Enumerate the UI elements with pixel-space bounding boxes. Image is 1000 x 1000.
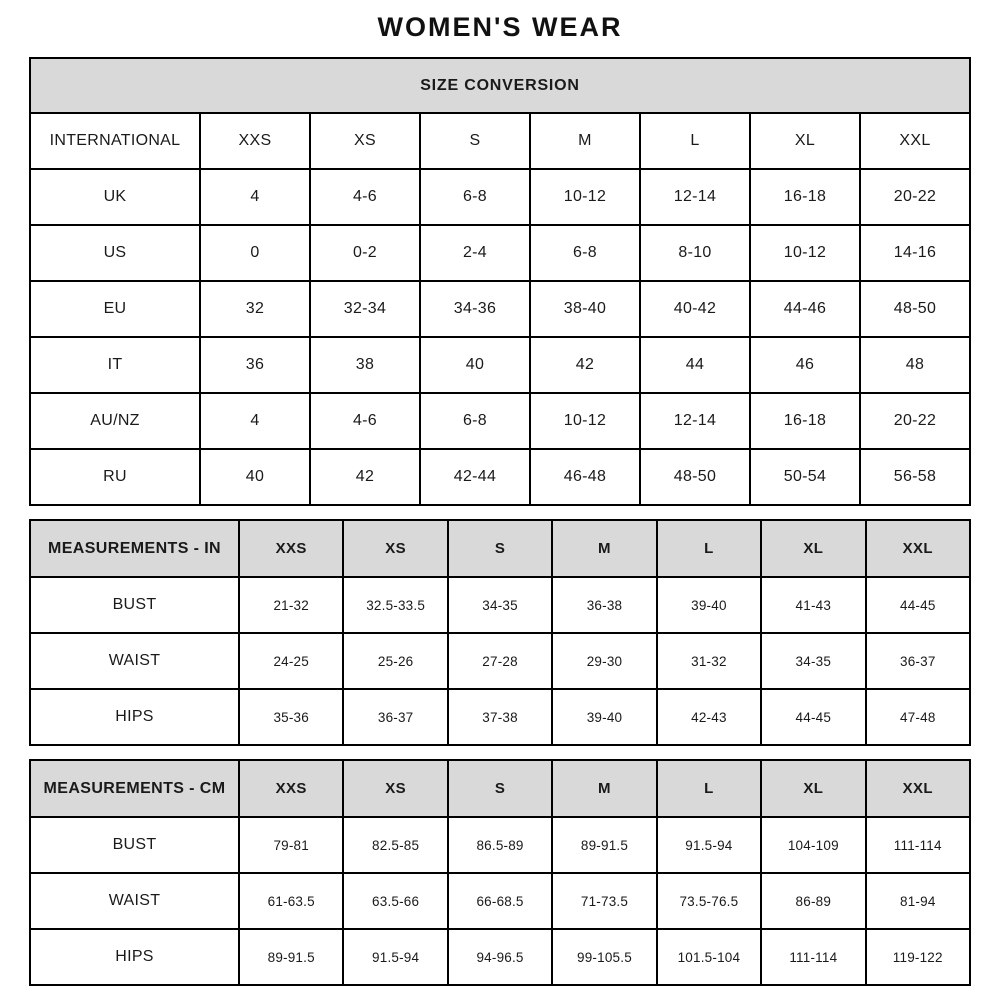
measurement-cell: 25-26 — [343, 633, 447, 689]
column-header-international: INTERNATIONAL — [30, 113, 200, 169]
size-cell: 20-22 — [860, 393, 970, 449]
size-cell: 50-54 — [750, 449, 860, 505]
measurement-cell: 86.5-89 — [448, 817, 552, 873]
size-cell: 12-14 — [640, 393, 750, 449]
size-cell: 32 — [200, 281, 310, 337]
measurement-cell: 91.5-94 — [657, 817, 761, 873]
measurement-cell: 44-45 — [866, 577, 970, 633]
size-cell: 48-50 — [640, 449, 750, 505]
size-cell: 44-46 — [750, 281, 860, 337]
size-cell: 8-10 — [640, 225, 750, 281]
size-cell: 40-42 — [640, 281, 750, 337]
column-header-size: XXL — [866, 520, 970, 577]
size-cell: 4-6 — [310, 393, 420, 449]
measurement-cell: 79-81 — [239, 817, 343, 873]
measurement-cell: 36-38 — [552, 577, 656, 633]
measurement-cell: 73.5-76.5 — [657, 873, 761, 929]
measurement-cell: 47-48 — [866, 689, 970, 745]
size-cell: 32-34 — [310, 281, 420, 337]
measurements-cm-header-row — [30, 760, 970, 817]
measurement-cell: 81-94 — [866, 873, 970, 929]
size-conversion-header: SIZE CONVERSION — [30, 58, 970, 113]
size-cell: 6-8 — [530, 225, 640, 281]
size-conversion-banner-row — [30, 58, 970, 113]
column-header-size: XS — [343, 760, 447, 817]
size-cell: 34-36 — [420, 281, 530, 337]
row-label: EU — [30, 281, 200, 337]
size-cell: 48 — [860, 337, 970, 393]
table-row — [30, 337, 970, 393]
table-row — [30, 817, 970, 873]
measurement-cell: 39-40 — [552, 689, 656, 745]
measurement-cell: 89-91.5 — [239, 929, 343, 985]
measurement-cell: 111-114 — [866, 817, 970, 873]
measurement-cell: 39-40 — [657, 577, 761, 633]
size-cell: 4 — [200, 393, 310, 449]
measurement-cell: 36-37 — [343, 689, 447, 745]
size-cell: 38 — [310, 337, 420, 393]
size-cell: 0 — [200, 225, 310, 281]
measurement-cell: 29-30 — [552, 633, 656, 689]
size-cell: 16-18 — [750, 169, 860, 225]
size-cell: 40 — [420, 337, 530, 393]
row-label: AU/NZ — [30, 393, 200, 449]
row-label: US — [30, 225, 200, 281]
measurement-cell: 35-36 — [239, 689, 343, 745]
row-label: WAIST — [30, 633, 239, 689]
size-cell: 42 — [310, 449, 420, 505]
row-label: RU — [30, 449, 200, 505]
column-header-size: L — [657, 520, 761, 577]
table-row — [30, 633, 970, 689]
measurement-cell: 89-91.5 — [552, 817, 656, 873]
column-header-size: M — [552, 760, 656, 817]
size-cell: 42-44 — [420, 449, 530, 505]
size-cell: 42 — [530, 337, 640, 393]
measurement-cell: 41-43 — [761, 577, 865, 633]
size-cell: 46-48 — [530, 449, 640, 505]
column-header-size: XL — [761, 520, 865, 577]
measurements-in-table — [29, 519, 971, 746]
size-cell: 10-12 — [750, 225, 860, 281]
column-header-size: XXS — [200, 113, 310, 169]
size-cell: 48-50 — [860, 281, 970, 337]
row-label: BUST — [30, 817, 239, 873]
row-label: HIPS — [30, 689, 239, 745]
size-cell: 2-4 — [420, 225, 530, 281]
size-cell: 36 — [200, 337, 310, 393]
measurement-cell: 91.5-94 — [343, 929, 447, 985]
measurement-cell: 111-114 — [761, 929, 865, 985]
size-cell: 44 — [640, 337, 750, 393]
measurement-cell: 104-109 — [761, 817, 865, 873]
measurements-cm-table — [29, 759, 971, 986]
size-cell: 4-6 — [310, 169, 420, 225]
size-cell: 0-2 — [310, 225, 420, 281]
size-cell: 10-12 — [530, 393, 640, 449]
table-row — [30, 393, 970, 449]
row-label: BUST — [30, 577, 239, 633]
measurement-cell: 71-73.5 — [552, 873, 656, 929]
row-label: WAIST — [30, 873, 239, 929]
column-header-size: XS — [310, 113, 420, 169]
column-header-size: L — [640, 113, 750, 169]
size-cell: 6-8 — [420, 393, 530, 449]
table-row — [30, 689, 970, 745]
size-cell: 46 — [750, 337, 860, 393]
column-header-size: XS — [343, 520, 447, 577]
measurement-cell: 94-96.5 — [448, 929, 552, 985]
column-header-size: XL — [750, 113, 860, 169]
column-header-size: XL — [761, 760, 865, 817]
measurements-in-header-row — [30, 520, 970, 577]
size-cell: 10-12 — [530, 169, 640, 225]
column-header-size: L — [657, 760, 761, 817]
size-cell: 12-14 — [640, 169, 750, 225]
column-header-size: M — [530, 113, 640, 169]
measurement-cell: 34-35 — [761, 633, 865, 689]
size-cell: 4 — [200, 169, 310, 225]
table-row — [30, 577, 970, 633]
measurement-cell: 86-89 — [761, 873, 865, 929]
measurement-cell: 66-68.5 — [448, 873, 552, 929]
size-cell: 56-58 — [860, 449, 970, 505]
row-label: IT — [30, 337, 200, 393]
measurements-header: MEASUREMENTS - CM — [30, 760, 239, 817]
column-header-size: XXS — [239, 520, 343, 577]
size-cell: 14-16 — [860, 225, 970, 281]
column-header-size: S — [420, 113, 530, 169]
measurement-cell: 24-25 — [239, 633, 343, 689]
table-row — [30, 225, 970, 281]
measurement-cell: 34-35 — [448, 577, 552, 633]
size-cell: 38-40 — [530, 281, 640, 337]
measurement-cell: 44-45 — [761, 689, 865, 745]
size-cell: 6-8 — [420, 169, 530, 225]
page-title: WOMEN'S WEAR — [377, 12, 623, 42]
size-cell: 20-22 — [860, 169, 970, 225]
size-cell: 16-18 — [750, 393, 860, 449]
size-conversion-table — [29, 57, 971, 506]
measurement-cell: 42-43 — [657, 689, 761, 745]
table-row — [30, 169, 970, 225]
table-row — [30, 873, 970, 929]
size-cell: 40 — [200, 449, 310, 505]
measurement-cell: 31-32 — [657, 633, 761, 689]
measurement-cell: 63.5-66 — [343, 873, 447, 929]
row-label: HIPS — [30, 929, 239, 985]
measurement-cell: 119-122 — [866, 929, 970, 985]
measurement-cell: 37-38 — [448, 689, 552, 745]
column-header-size: XXL — [866, 760, 970, 817]
measurement-cell: 99-105.5 — [552, 929, 656, 985]
table-row — [30, 929, 970, 985]
size-chart-page — [29, 0, 971, 986]
column-header-size: XXL — [860, 113, 970, 169]
column-header-size: S — [448, 520, 552, 577]
size-conversion-columns-row — [30, 113, 970, 169]
measurement-cell: 21-32 — [239, 577, 343, 633]
column-header-size: M — [552, 520, 656, 577]
column-header-size: S — [448, 760, 552, 817]
column-header-size: XXS — [239, 760, 343, 817]
measurement-cell: 101.5-104 — [657, 929, 761, 985]
measurement-cell: 61-63.5 — [239, 873, 343, 929]
measurement-cell: 32.5-33.5 — [343, 577, 447, 633]
measurement-cell: 36-37 — [866, 633, 970, 689]
measurements-header: MEASUREMENTS - IN — [30, 520, 239, 577]
row-label: UK — [30, 169, 200, 225]
measurement-cell: 82.5-85 — [343, 817, 447, 873]
table-row — [30, 449, 970, 505]
table-row — [30, 281, 970, 337]
measurement-cell: 27-28 — [448, 633, 552, 689]
